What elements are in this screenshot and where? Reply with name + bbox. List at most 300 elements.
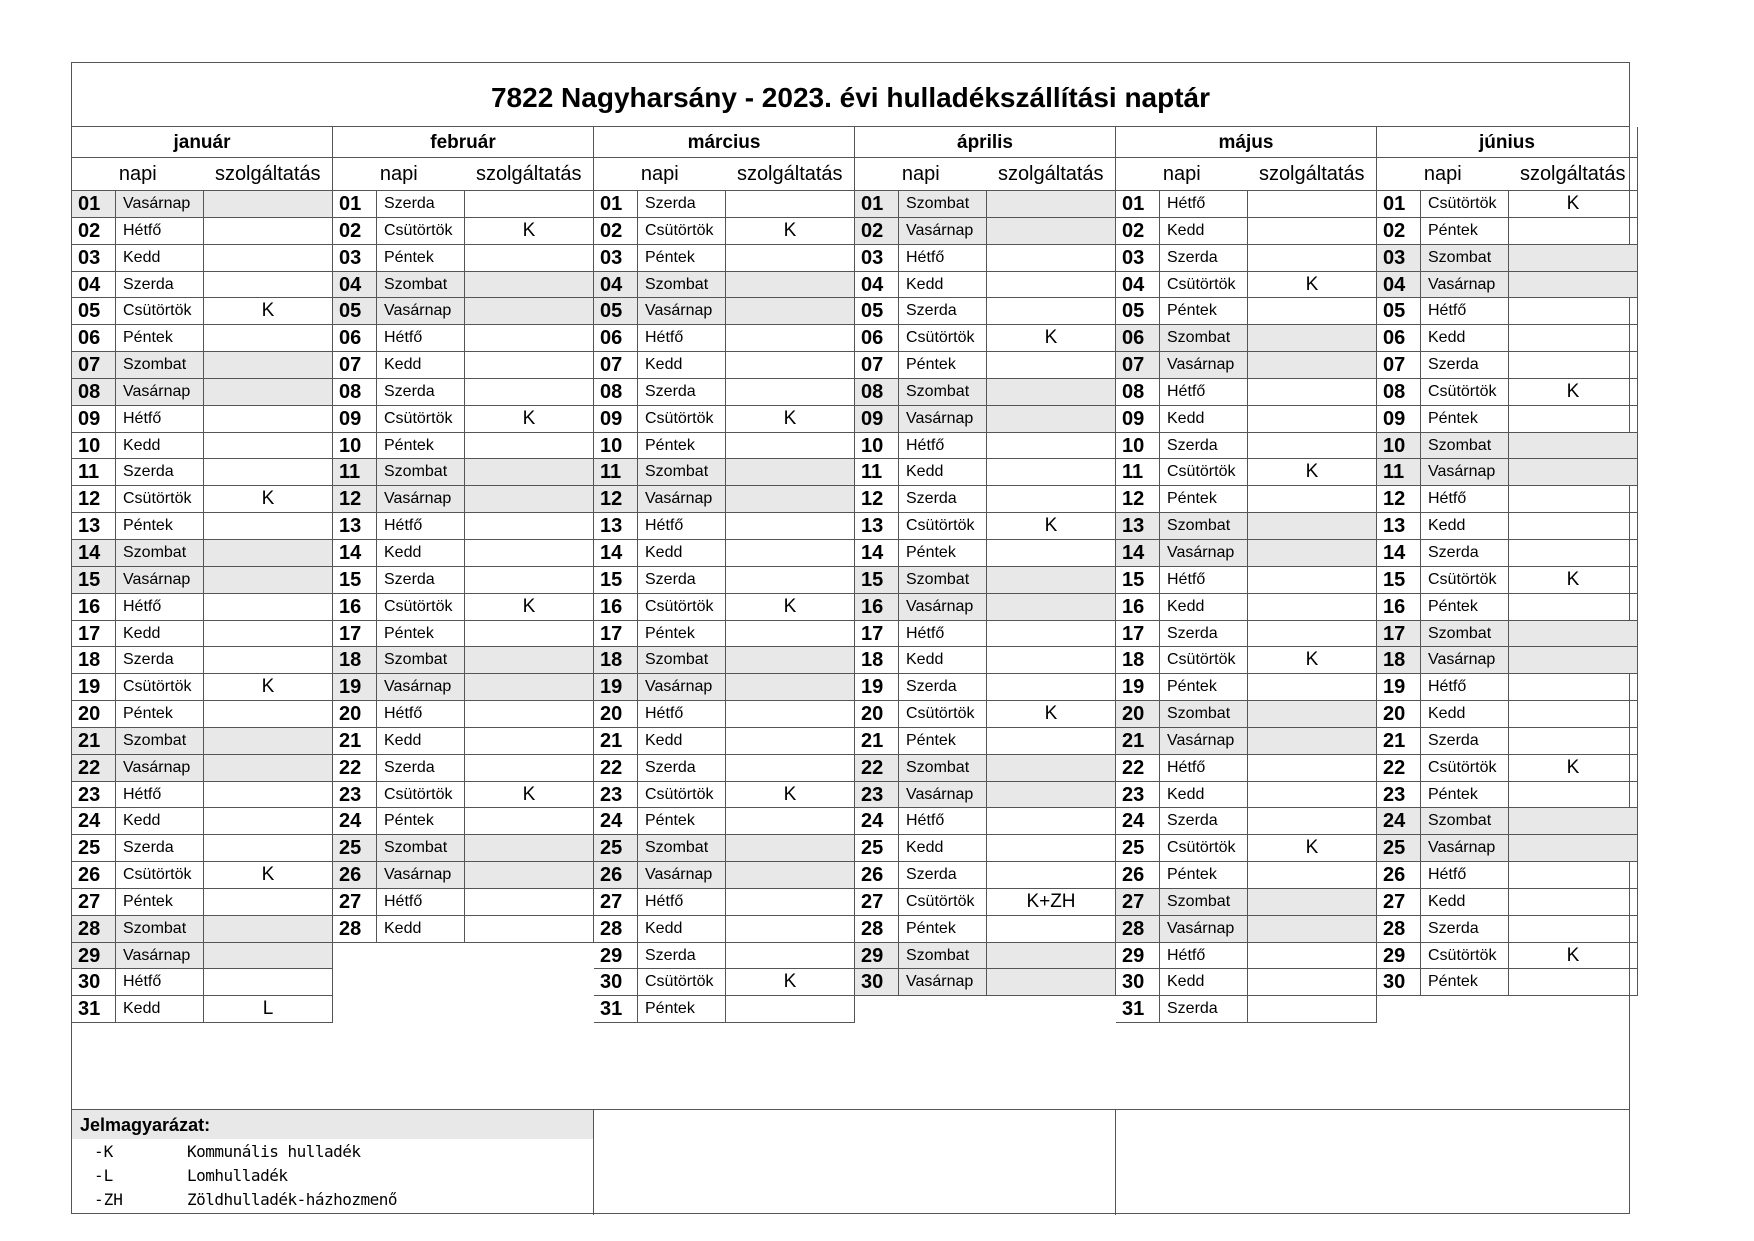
day-row: [333, 245, 594, 272]
day-row: [594, 540, 855, 567]
day-row: [855, 674, 1116, 701]
service-code: [726, 621, 855, 648]
day-number: 02: [72, 218, 116, 245]
day-name: Szerda: [899, 298, 987, 325]
day-name: Hétfő: [638, 889, 726, 916]
day-number: 10: [1116, 433, 1160, 460]
header-day: napi: [901, 163, 940, 185]
day-name: Szombat: [1160, 889, 1248, 916]
service-code: [204, 218, 333, 245]
day-number: 10: [1377, 433, 1421, 460]
day-row: [1116, 969, 1377, 996]
service-code: [465, 379, 594, 406]
service-code: [1248, 406, 1377, 433]
service-code: [726, 459, 855, 486]
service-code: K: [1509, 379, 1638, 406]
day-name: Vasárnap: [1160, 916, 1248, 943]
service-code: [1248, 969, 1377, 996]
day-row: [1377, 674, 1638, 701]
day-row: [1377, 943, 1638, 970]
month-name: április: [855, 127, 1116, 158]
day-row: [855, 218, 1116, 245]
day-name: Péntek: [377, 433, 465, 460]
day-name: Szombat: [638, 272, 726, 299]
day-row: [1377, 808, 1638, 835]
day-row: [333, 567, 594, 594]
legend-item: [72, 1163, 593, 1187]
day-row: [594, 647, 855, 674]
day-number: 08: [594, 379, 638, 406]
day-row: [1377, 298, 1638, 325]
day-name: Péntek: [638, 996, 726, 1023]
day-row: [855, 862, 1116, 889]
day-name: Péntek: [899, 916, 987, 943]
month-name: május: [1116, 127, 1377, 158]
service-code: [204, 272, 333, 299]
header-day: napi: [1162, 163, 1201, 185]
day-name: Péntek: [116, 889, 204, 916]
service-code: [1248, 755, 1377, 782]
day-number: 29: [855, 943, 899, 970]
day-name: Hétfő: [1160, 943, 1248, 970]
day-number: 05: [72, 298, 116, 325]
day-name: Péntek: [1421, 218, 1509, 245]
day-row: [1116, 889, 1377, 916]
service-code: [1248, 540, 1377, 567]
day-number: 26: [594, 862, 638, 889]
day-number: 19: [333, 674, 377, 701]
day-number: 14: [1377, 540, 1421, 567]
service-code: [726, 835, 855, 862]
day-number: 04: [72, 272, 116, 299]
day-name: Vasárnap: [377, 298, 465, 325]
service-code: [1248, 889, 1377, 916]
day-name: Péntek: [116, 325, 204, 352]
service-code: [204, 969, 333, 996]
day-name: Csütörtök: [899, 513, 987, 540]
day-row: [855, 406, 1116, 433]
service-code: [987, 486, 1116, 513]
day-number: 04: [855, 272, 899, 299]
day-name: Péntek: [899, 728, 987, 755]
legend-description: Lomhulladék: [187, 1166, 288, 1185]
service-code: [987, 969, 1116, 996]
day-name: Szerda: [899, 486, 987, 513]
day-name: Szerda: [638, 567, 726, 594]
service-code: [1248, 352, 1377, 379]
day-number: 19: [855, 674, 899, 701]
service-code: [1248, 674, 1377, 701]
day-number: 08: [1116, 379, 1160, 406]
day-row: [333, 218, 594, 245]
service-code: [726, 325, 855, 352]
service-code: [1248, 701, 1377, 728]
day-number: 07: [72, 352, 116, 379]
service-code: [726, 272, 855, 299]
service-code: K: [204, 486, 333, 513]
day-name: Szerda: [638, 943, 726, 970]
day-number: 28: [72, 916, 116, 943]
day-row: [72, 782, 333, 809]
service-code: [204, 325, 333, 352]
day-number: 22: [333, 755, 377, 782]
day-row: [1116, 674, 1377, 701]
day-number: 21: [333, 728, 377, 755]
service-code: [1509, 325, 1638, 352]
service-code: [987, 218, 1116, 245]
day-name: Kedd: [377, 728, 465, 755]
day-number: 04: [1377, 272, 1421, 299]
day-number: 24: [72, 808, 116, 835]
day-name: Csütörtök: [377, 594, 465, 621]
service-code: [465, 808, 594, 835]
service-code: [204, 191, 333, 218]
day-name: Szerda: [1421, 916, 1509, 943]
day-row: [333, 352, 594, 379]
day-number: 07: [333, 352, 377, 379]
day-row: [594, 916, 855, 943]
day-row: [1377, 889, 1638, 916]
day-name: Szerda: [1160, 433, 1248, 460]
day-name: Hétfő: [1160, 191, 1248, 218]
service-code: [204, 647, 333, 674]
day-row: [333, 728, 594, 755]
service-code: [1248, 594, 1377, 621]
service-code: K+ZH: [987, 889, 1116, 916]
day-number: 30: [72, 969, 116, 996]
day-number: 25: [72, 835, 116, 862]
service-code: [726, 352, 855, 379]
service-code: K: [987, 325, 1116, 352]
day-name: Vasárnap: [377, 486, 465, 513]
service-code: [204, 916, 333, 943]
day-row: [72, 808, 333, 835]
day-row: [855, 567, 1116, 594]
day-number: 17: [594, 621, 638, 648]
service-code: K: [726, 218, 855, 245]
day-number: 13: [333, 513, 377, 540]
day-row: [72, 379, 333, 406]
day-row: [855, 298, 1116, 325]
day-name: Szerda: [1160, 996, 1248, 1023]
day-name: Vasárnap: [1421, 835, 1509, 862]
header-day: napi: [118, 163, 157, 185]
day-row: [72, 835, 333, 862]
day-number: 30: [855, 969, 899, 996]
day-name: Vasárnap: [1421, 272, 1509, 299]
service-code: [1509, 969, 1638, 996]
day-name: Vasárnap: [899, 218, 987, 245]
day-name: Szombat: [899, 755, 987, 782]
day-number: 27: [333, 889, 377, 916]
day-row: [855, 969, 1116, 996]
day-number: 21: [594, 728, 638, 755]
day-row: [594, 513, 855, 540]
day-name: Csütörtök: [1160, 459, 1248, 486]
day-number: 04: [333, 272, 377, 299]
day-row: [594, 728, 855, 755]
day-row: [855, 513, 1116, 540]
service-code: [1509, 459, 1638, 486]
day-number: 14: [594, 540, 638, 567]
day-row: [594, 272, 855, 299]
day-name: Kedd: [1160, 969, 1248, 996]
day-number: 18: [333, 647, 377, 674]
service-code: K: [1248, 647, 1377, 674]
months-grid: [72, 127, 1629, 1087]
day-row: [333, 513, 594, 540]
day-name: Hétfő: [1160, 567, 1248, 594]
service-code: [987, 191, 1116, 218]
day-number: 06: [855, 325, 899, 352]
service-code: [987, 621, 1116, 648]
day-number: 29: [1377, 943, 1421, 970]
day-number: 16: [1377, 594, 1421, 621]
header-service: szolgáltatás: [214, 163, 321, 185]
day-row: [72, 191, 333, 218]
day-row: [1116, 782, 1377, 809]
day-row: [1377, 567, 1638, 594]
day-name: Szombat: [899, 379, 987, 406]
day-name: Péntek: [638, 808, 726, 835]
day-number: 03: [1116, 245, 1160, 272]
service-code: [1248, 862, 1377, 889]
day-number: 07: [1116, 352, 1160, 379]
service-code: [1248, 191, 1377, 218]
service-code: [987, 379, 1116, 406]
day-name: Hétfő: [116, 594, 204, 621]
service-code: K: [1248, 459, 1377, 486]
day-row: [72, 916, 333, 943]
day-row: [333, 298, 594, 325]
service-code: [465, 647, 594, 674]
day-number: 16: [72, 594, 116, 621]
day-name: Vasárnap: [1160, 352, 1248, 379]
day-name: Csütörtök: [116, 674, 204, 701]
day-row: [1116, 728, 1377, 755]
service-code: [204, 943, 333, 970]
service-code: [204, 567, 333, 594]
service-code: K: [204, 298, 333, 325]
day-number: 11: [1377, 459, 1421, 486]
service-code: [1509, 808, 1638, 835]
day-row: [855, 594, 1116, 621]
day-number: 11: [855, 459, 899, 486]
day-number: 30: [1377, 969, 1421, 996]
header-service: szolgáltatás: [997, 163, 1104, 185]
service-code: [1248, 245, 1377, 272]
day-row: [333, 594, 594, 621]
service-code: [465, 889, 594, 916]
day-name: Hétfő: [116, 406, 204, 433]
month-name: március: [594, 127, 855, 158]
service-code: [987, 647, 1116, 674]
day-name: Kedd: [638, 352, 726, 379]
service-code: [987, 406, 1116, 433]
day-name: Szerda: [1421, 540, 1509, 567]
service-code: K: [726, 969, 855, 996]
header-service: szolgáltatás: [1258, 163, 1365, 185]
day-name: Hétfő: [638, 701, 726, 728]
day-name: Szerda: [377, 567, 465, 594]
service-code: [1509, 486, 1638, 513]
service-code: K: [726, 406, 855, 433]
legend-item: [72, 1139, 593, 1163]
day-name: Vasárnap: [116, 191, 204, 218]
day-row: [333, 621, 594, 648]
day-number: 09: [594, 406, 638, 433]
day-name: Csütörtök: [377, 406, 465, 433]
day-row: [855, 647, 1116, 674]
day-number: 26: [855, 862, 899, 889]
day-number: 04: [1116, 272, 1160, 299]
day-row: [1116, 808, 1377, 835]
day-name: Vasárnap: [377, 862, 465, 889]
service-code: [1248, 782, 1377, 809]
service-code: K: [1509, 943, 1638, 970]
service-code: [204, 755, 333, 782]
service-code: [1509, 540, 1638, 567]
service-code: [987, 433, 1116, 460]
service-code: [726, 701, 855, 728]
day-name: Vasárnap: [1421, 459, 1509, 486]
day-row: [1377, 728, 1638, 755]
day-number: 08: [72, 379, 116, 406]
day-row: [855, 755, 1116, 782]
day-row: [1116, 647, 1377, 674]
day-row: [72, 969, 333, 996]
day-row: [594, 245, 855, 272]
day-row: [594, 406, 855, 433]
header-service: szolgáltatás: [1519, 163, 1626, 185]
day-row: [594, 459, 855, 486]
service-code: [726, 540, 855, 567]
day-row: [855, 245, 1116, 272]
day-number: 06: [594, 325, 638, 352]
service-code: [726, 647, 855, 674]
service-code: [465, 298, 594, 325]
day-number: 26: [72, 862, 116, 889]
day-name: Péntek: [1421, 782, 1509, 809]
service-code: [465, 567, 594, 594]
day-number: 11: [594, 459, 638, 486]
day-name: Vasárnap: [638, 298, 726, 325]
day-number: 01: [1116, 191, 1160, 218]
service-code: [1509, 594, 1638, 621]
day-name: Kedd: [116, 245, 204, 272]
day-number: 03: [1377, 245, 1421, 272]
service-code: [1248, 325, 1377, 352]
day-number: 01: [333, 191, 377, 218]
service-code: [987, 594, 1116, 621]
day-name: Kedd: [116, 808, 204, 835]
day-name: Szerda: [1160, 808, 1248, 835]
day-name: Vasárnap: [116, 567, 204, 594]
day-number: 09: [72, 406, 116, 433]
service-code: [987, 298, 1116, 325]
service-code: [204, 459, 333, 486]
day-number: 22: [1377, 755, 1421, 782]
day-name: Szombat: [377, 272, 465, 299]
day-row: [333, 325, 594, 352]
day-number: 09: [1377, 406, 1421, 433]
legend-code: -ZH: [94, 1190, 123, 1209]
day-number: 03: [72, 245, 116, 272]
day-row: [594, 755, 855, 782]
legend-items: [72, 1139, 593, 1211]
day-row: [333, 486, 594, 513]
day-number: 08: [333, 379, 377, 406]
day-number: 15: [594, 567, 638, 594]
day-name: Kedd: [899, 647, 987, 674]
day-name: Hétfő: [899, 433, 987, 460]
day-number: 08: [1377, 379, 1421, 406]
day-row: [855, 728, 1116, 755]
day-name: Szerda: [638, 755, 726, 782]
header-service: szolgáltatás: [475, 163, 582, 185]
service-code: [465, 701, 594, 728]
day-row: [1377, 379, 1638, 406]
day-row: [1377, 916, 1638, 943]
day-row: [333, 889, 594, 916]
service-code: [465, 191, 594, 218]
day-number: 30: [1116, 969, 1160, 996]
service-code: [1509, 245, 1638, 272]
day-number: 22: [72, 755, 116, 782]
day-name: Csütörtök: [638, 218, 726, 245]
day-row: [594, 943, 855, 970]
day-number: 28: [1377, 916, 1421, 943]
service-code: [726, 943, 855, 970]
service-code: [1509, 701, 1638, 728]
day-number: 23: [333, 782, 377, 809]
service-code: [1248, 916, 1377, 943]
day-number: 19: [1377, 674, 1421, 701]
day-row: [1116, 567, 1377, 594]
service-code: [465, 835, 594, 862]
service-code: [987, 540, 1116, 567]
day-row: [333, 835, 594, 862]
day-number: 18: [855, 647, 899, 674]
day-number: 18: [1116, 647, 1160, 674]
day-row: [1116, 406, 1377, 433]
day-row: [1377, 406, 1638, 433]
day-number: 27: [72, 889, 116, 916]
service-code: K: [1248, 272, 1377, 299]
day-number: 12: [1377, 486, 1421, 513]
service-code: [987, 674, 1116, 701]
day-name: Szombat: [116, 540, 204, 567]
day-row: [855, 889, 1116, 916]
service-code: [204, 808, 333, 835]
day-row: [72, 513, 333, 540]
day-number: 24: [1377, 808, 1421, 835]
day-number: 09: [855, 406, 899, 433]
day-number: 05: [1377, 298, 1421, 325]
day-number: 29: [72, 943, 116, 970]
day-row: [72, 325, 333, 352]
day-name: Szombat: [116, 916, 204, 943]
legend-title: Jelmagyarázat:: [72, 1110, 593, 1139]
day-number: 31: [594, 996, 638, 1023]
day-name: Szerda: [377, 379, 465, 406]
day-row: [594, 782, 855, 809]
day-number: 16: [1116, 594, 1160, 621]
service-code: [1509, 916, 1638, 943]
day-name: Péntek: [377, 245, 465, 272]
service-code: [987, 272, 1116, 299]
day-name: Vasárnap: [377, 674, 465, 701]
